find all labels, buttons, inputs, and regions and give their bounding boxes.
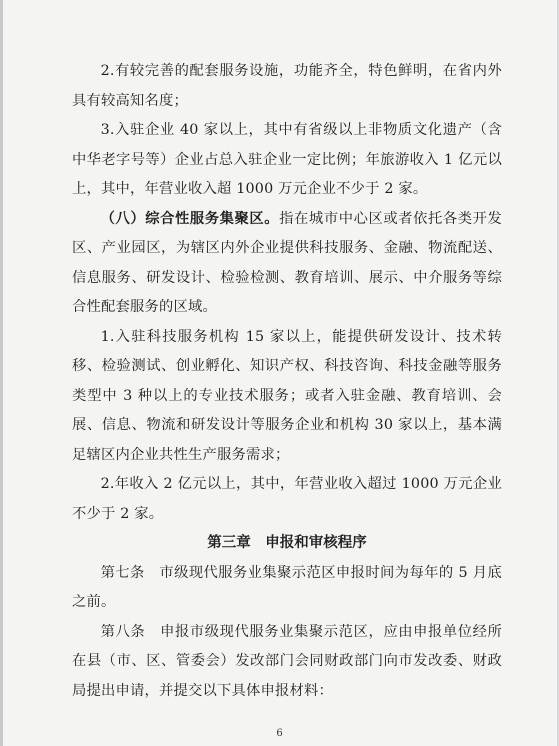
chapter-title: 第三章 申报和审核程序: [207, 535, 367, 551]
page-number: 6: [276, 728, 283, 739]
section-8-heading: （八）综合性服务集聚区。: [100, 210, 280, 227]
article-7: 第七条 市级现代服务业集聚示范区申报时间为每年的 5 月底之前。: [72, 564, 502, 610]
article-8: 第八条 申报市级现代服务业集聚示范区，应由申报单位经所在县（市、区、管委会）发改部门会同财政部门向市发改委、财政局提出申请，并提交以下具体申报材料：: [72, 623, 502, 699]
document-body: [72, 57, 502, 706]
paragraph-item-2: 2.有较完善的配套服务设施，功能齐全，特色鲜明，在省内外具有较高知名度；: [72, 63, 502, 109]
page-edge-left: [0, 0, 3, 746]
section-8-text: 指在城市中心区或者依托各类开发区、产业园区，为辖区内外企业提供科技服务、金融、物流配送、信息服务、研发设计、检验检测、教育培训、展示、中介服务等综合性配套服务的区域。: [72, 210, 502, 315]
paragraph-item-3: 3.入驻企业 40 家以上，其中有省级以上非物质文化遗产（含中华老字号等）企业占总入驻企业一定比例；年旅游收入 1 亿元以上，其中，年营业收入超 1000 万元企业不少于 2 家。: [72, 122, 502, 197]
section-8-paragraph: [72, 205, 502, 323]
paragraph-requirement-1: 1.入驻科技服务机构 15 家以上，能提供研发设计、技术转移、检验测试、创业孵化、知识产权、科技咨询、科技金融等服务类型中 3 种以上的专业技术服务；或者入驻金融、教育培训、会展、信息、物流和研发设计等服务企业和机构 30 家以上，基本满足辖区内企业共性生产服务需求；: [72, 328, 502, 463]
paragraph-requirement-2: 2.年收入 2 亿元以上，其中，年营业收入超过 1000 万元企业不少于 2 家。: [72, 476, 502, 522]
